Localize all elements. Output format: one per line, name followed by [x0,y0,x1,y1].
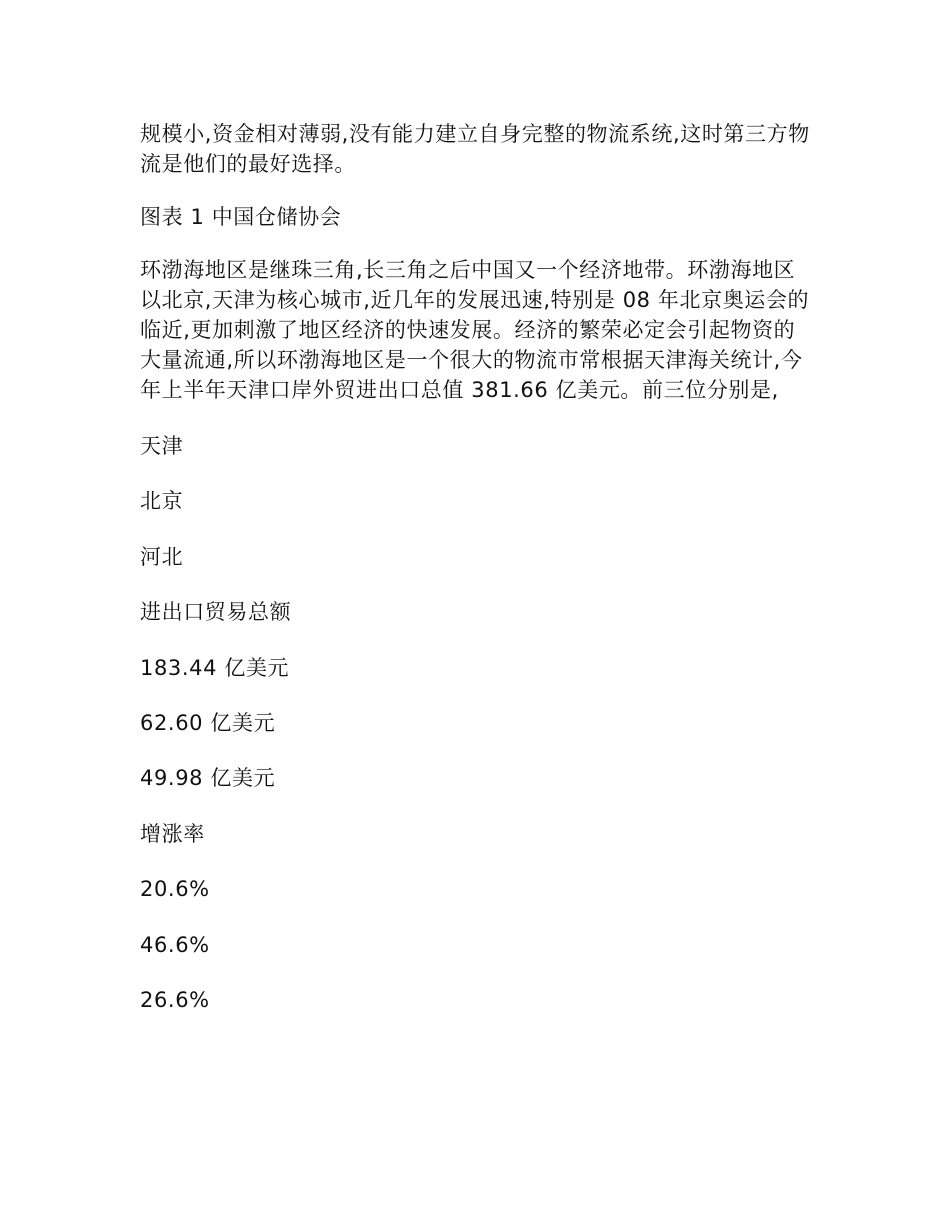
list-item-value-3: 49.98 亿美元 [140,766,276,791]
paragraph-bohai: 环渤海地区是继珠三角,长三角之后中国又一个经济地带。环渤海地区以北京,天津为核心城市,近几年的发展迅速,特别是 08 年北京奥运会的临近,更加刺激了地区经济的快速发展。经济的繁荣必定会引起物资的大量流通,所以环渤海地区是一个很大的物流市常根据天津海关统计,今年上半年天津口岸外贸进出口总值 381.66 亿美元。前三位分别是, [140,258,810,402]
list-item-rate-1: 20.6% [140,877,210,902]
list-item-rate-3: 26.6% [140,987,210,1012]
list-item-value-2: 62.60 亿美元 [140,710,276,735]
list-item-tianjin: 天津 [140,434,184,458]
figure-caption: 图表 1 中国仓储协会 [140,205,342,229]
list-item-beijing: 北京 [140,489,184,514]
paragraph-intro: 规模小,资金相对薄弱,没有能力建立自身完整的物流系统,这时第三方物流是他们的最好选择。 [140,122,810,176]
list-heading-growth-rate: 增涨率 [140,821,205,846]
list-item-rate-2: 46.6% [140,932,210,957]
list-item-hebei: 河北 [140,544,184,569]
list-item-value-1: 183.44 亿美元 [140,655,290,680]
list-heading-trade-total: 进出口贸易总额 [140,600,292,625]
document-body [140,119,812,1040]
